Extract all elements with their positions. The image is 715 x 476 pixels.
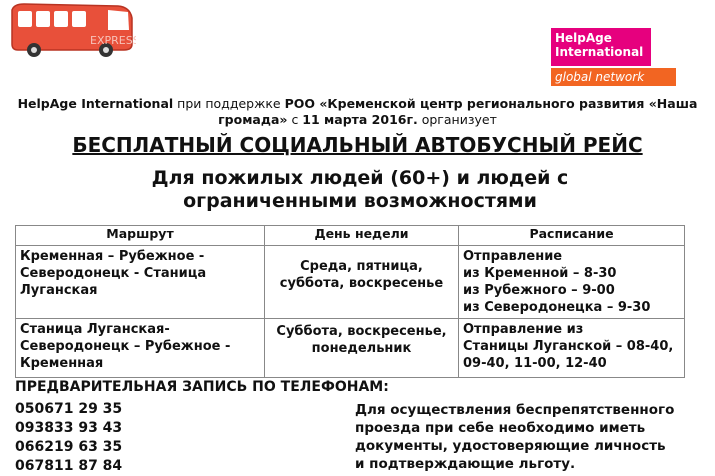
schedule-line: из Рубежного – 9-00 bbox=[463, 283, 615, 298]
phone-number: 093833 93 43 bbox=[15, 420, 123, 436]
intro-text2: с bbox=[287, 112, 303, 127]
docs-line: и подтверждающие льготу. bbox=[355, 456, 576, 472]
schedule-cell bbox=[459, 319, 685, 378]
intro-text bbox=[0, 96, 715, 128]
intro-text3: организует bbox=[417, 112, 497, 127]
days-text: Среда, пятница, суббота, воскресенье bbox=[279, 259, 444, 291]
schedule-line: 09-40, 11-00, 12-40 bbox=[463, 356, 607, 371]
bus-logo-text: EXPRESS bbox=[90, 34, 136, 47]
schedule-line: Отправление bbox=[463, 249, 563, 264]
intro-partner: РОО «Кременской центр регионального развития «Наша громада» bbox=[218, 96, 698, 127]
route-cell: Кременная – Рубежное - Северодонецк - Станица Луганская bbox=[16, 246, 265, 319]
header-schedule: Расписание bbox=[459, 226, 685, 246]
docs-line: Для осуществления беспрепятственного bbox=[355, 402, 675, 418]
phone-number: 067811 87 84 bbox=[15, 458, 123, 474]
header-days: День недели bbox=[265, 226, 459, 246]
phone-number: 050671 29 35 bbox=[15, 401, 123, 417]
days-cell bbox=[265, 319, 459, 378]
docs-line: документы, удостоверяющие личность bbox=[355, 438, 666, 454]
schedule-line: Отправление из bbox=[463, 322, 584, 337]
days-cell bbox=[265, 246, 459, 319]
intro-org: HelpAge International bbox=[17, 96, 174, 111]
route-cell: Станица Луганская- Северодонецк – Рубежное - Кременная bbox=[16, 319, 265, 378]
schedule-table bbox=[15, 225, 685, 378]
bus-logo bbox=[6, 0, 136, 64]
logo-tagline: global network bbox=[551, 68, 676, 86]
schedule-line: из Северодонецка – 9-30 bbox=[463, 300, 651, 315]
page-title: БЕСПЛАТНЫЙ СОЦИАЛЬНЫЙ АВТОБУСНЫЙ РЕЙС bbox=[72, 133, 643, 157]
phone-number: 066219 63 35 bbox=[15, 439, 123, 455]
page-subtitle: Для пожилых людей (60+) и людей с ограниченными возможностями bbox=[151, 167, 569, 212]
table-row bbox=[16, 246, 685, 319]
logo-line2: International bbox=[555, 45, 644, 59]
documents-note bbox=[355, 401, 705, 473]
intro-date: 11 марта 2016г. bbox=[302, 112, 418, 127]
helpage-logo bbox=[551, 28, 676, 88]
days-text: Суббота, воскресенье, понедельник bbox=[276, 324, 447, 356]
docs-line: проезда при себе необходимо иметь bbox=[355, 420, 646, 436]
logo-block bbox=[551, 28, 651, 66]
header-route: Маршрут bbox=[16, 226, 265, 246]
schedule-line: из Кременной – 8-30 bbox=[463, 266, 617, 281]
prereg-title: ПРЕДВАРИТЕЛЬНАЯ ЗАПИСЬ ПО ТЕЛЕФОНАМ: bbox=[15, 379, 389, 395]
table-row bbox=[16, 319, 685, 378]
schedule-cell bbox=[459, 246, 685, 319]
phone-list bbox=[15, 400, 122, 476]
intro-text1: при поддержке bbox=[173, 96, 285, 111]
table-header-row bbox=[16, 226, 685, 246]
logo-line1: HelpAge bbox=[555, 31, 612, 45]
schedule-line: Станицы Луганской – 08-40, bbox=[463, 339, 674, 354]
